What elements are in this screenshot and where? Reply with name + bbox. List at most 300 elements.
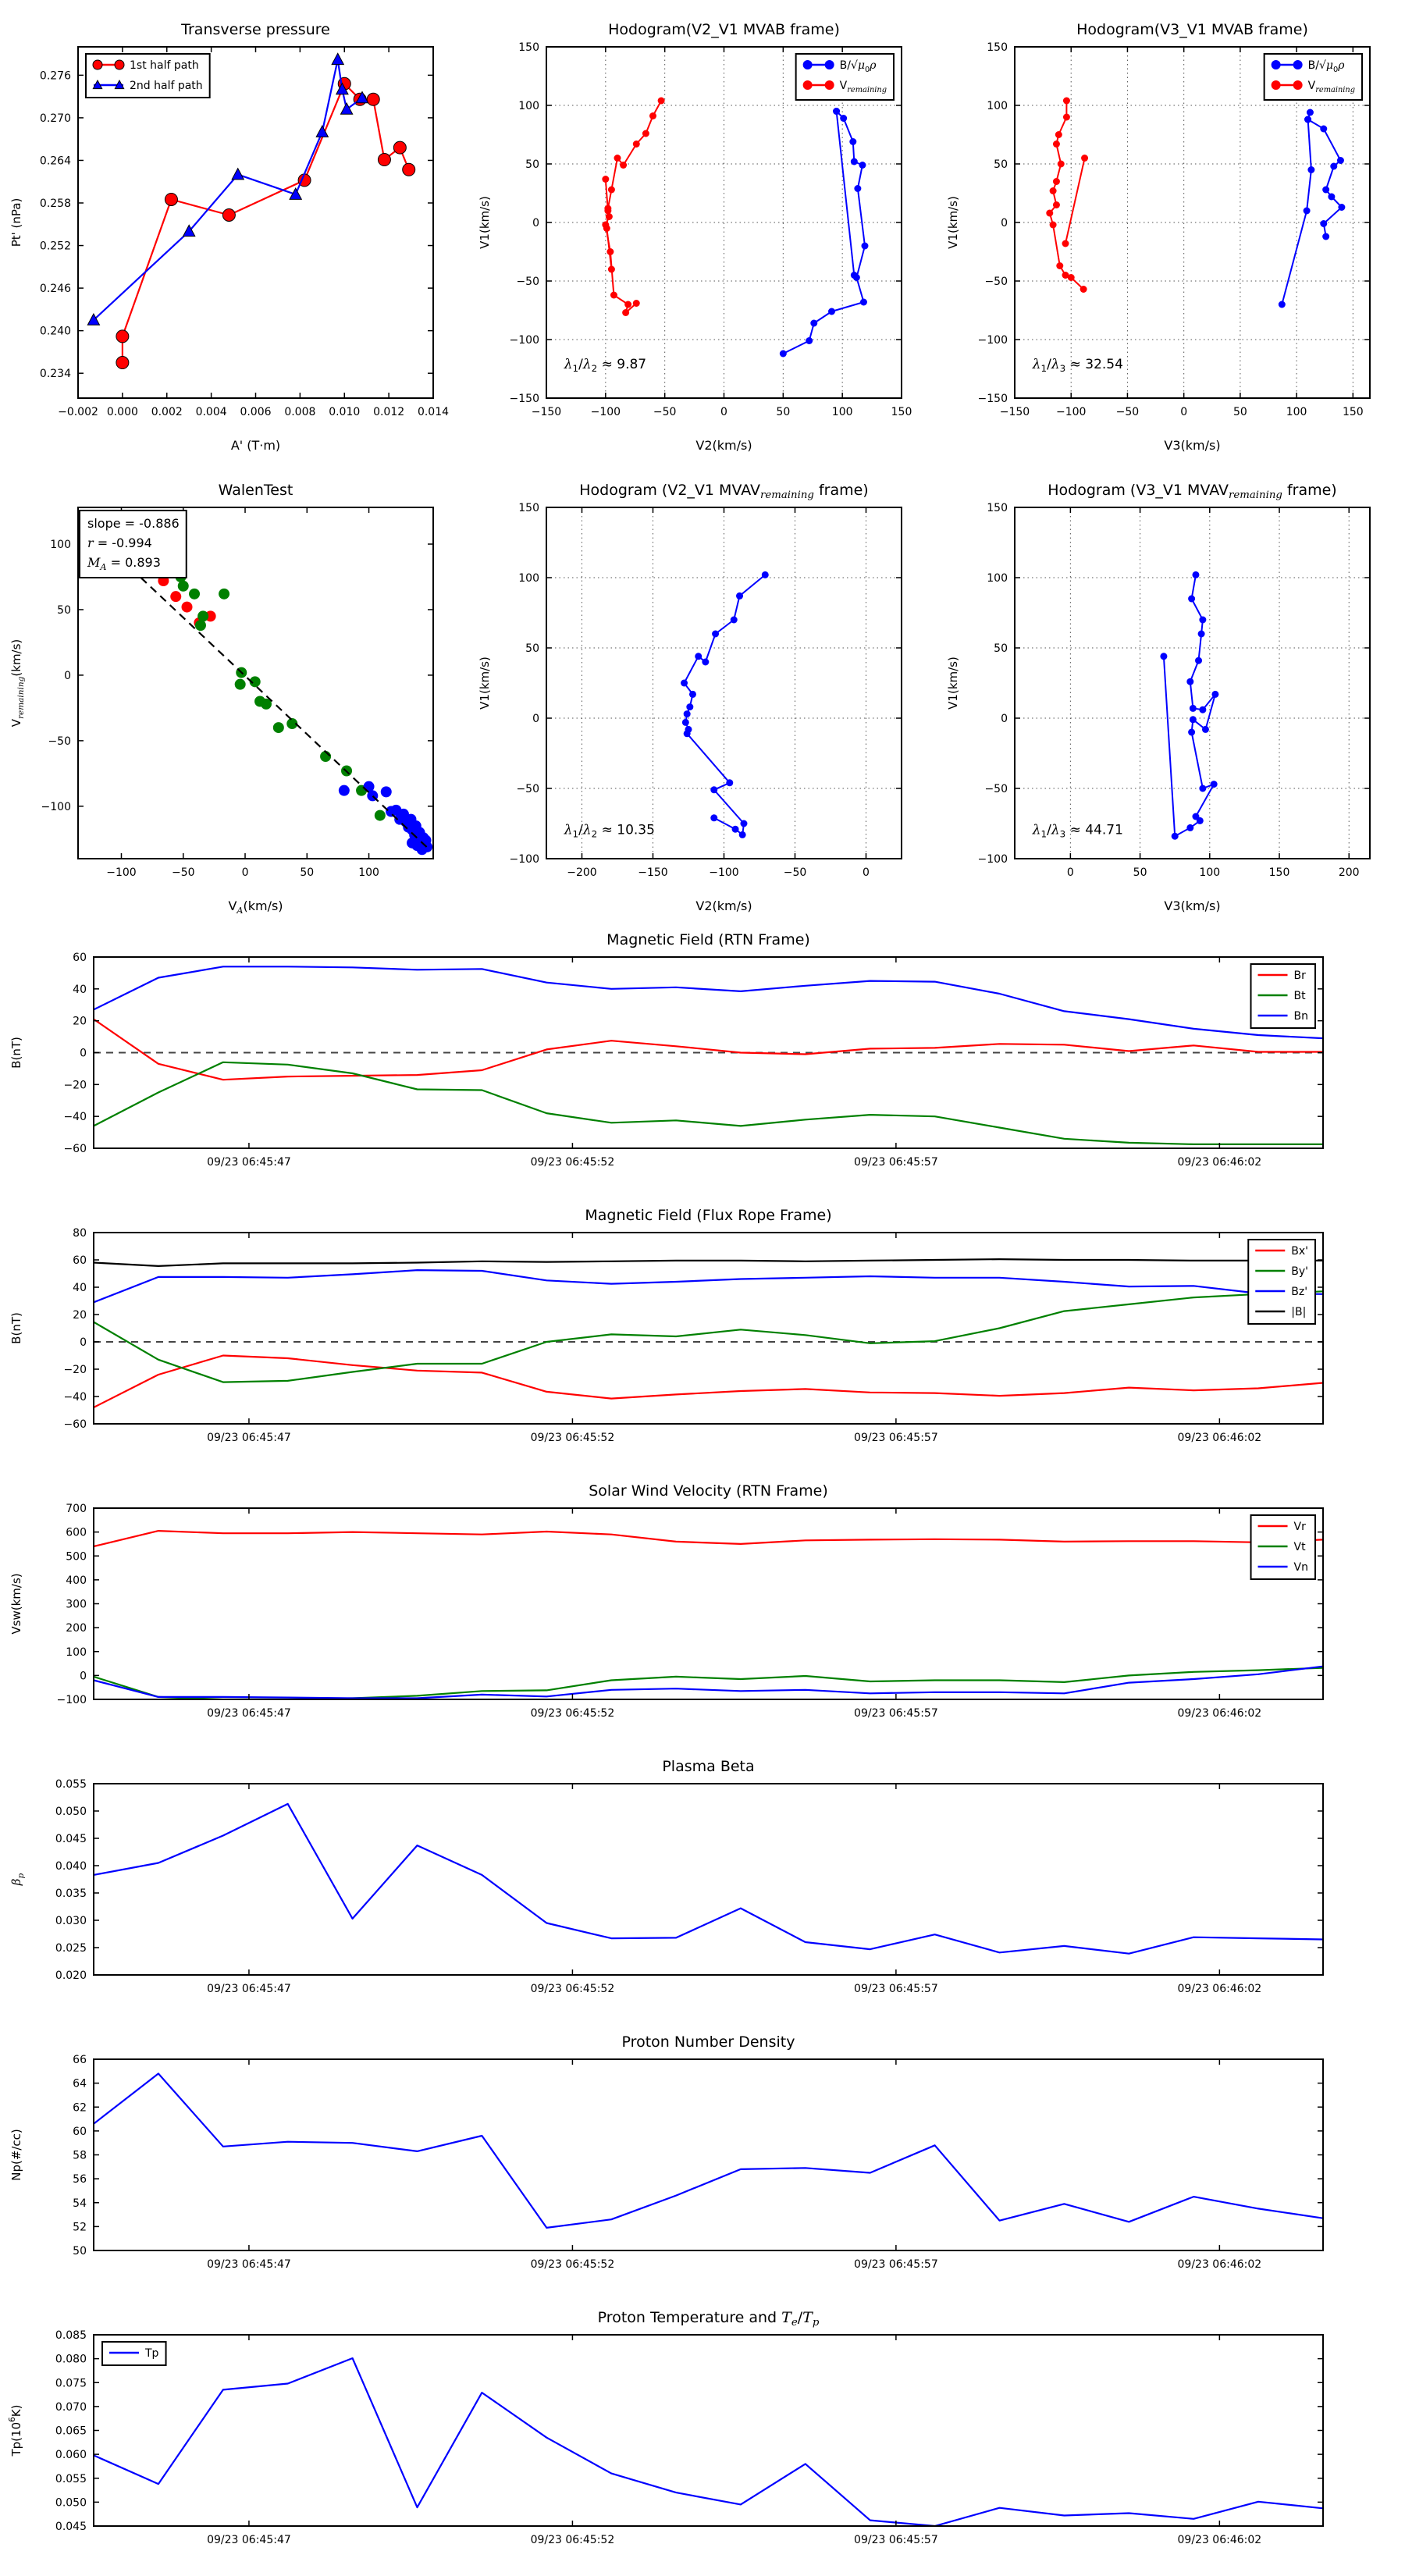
point-marker (1055, 131, 1062, 138)
x-tick-label: −150 (638, 866, 668, 879)
y-axis-label: $\beta_p$ (9, 1873, 26, 1886)
point-marker (1307, 109, 1314, 116)
x-tick-label: 09/23 06:45:57 (854, 2534, 938, 2546)
point-marker (1272, 60, 1281, 69)
y-tick-label: 62 (73, 2101, 87, 2115)
triangle-marker (332, 53, 343, 64)
x-tick-label: 0.002 (151, 406, 183, 418)
point-marker (1322, 187, 1329, 194)
legend (102, 2342, 166, 2365)
legend-entry-label: Vt (1293, 1541, 1306, 1553)
legend-entry-label: Bz' (1291, 1286, 1308, 1298)
chart-title: Solar Wind Velocity (RTN Frame) (589, 1482, 828, 1500)
x-tick-label: 0.014 (417, 406, 450, 418)
info-box (80, 511, 187, 578)
point-marker (610, 292, 617, 299)
x-tick-label: 09/23 06:45:47 (207, 2534, 291, 2546)
beta-p-line (94, 1804, 1323, 1954)
x-tick-label: 0 (720, 406, 727, 418)
point-marker (614, 155, 621, 162)
y-tick-label: 0.258 (39, 197, 71, 210)
point-marker (658, 98, 665, 105)
y-tick-label: −60 (63, 1418, 87, 1431)
lambda-ratio-annotation: $\lambda_1/\lambda_2 \approx 9.87$ (564, 356, 647, 374)
y-tick-label: 400 (66, 1574, 87, 1587)
y-tick-label: 0 (1001, 217, 1008, 229)
point-marker (1338, 204, 1345, 211)
legend-entry-label: Vn (1293, 1561, 1308, 1574)
point-marker (810, 320, 817, 327)
y-tick-label: 0.030 (55, 1915, 87, 1927)
y-tick-label: −100 (509, 334, 539, 347)
y-axis-label: V1(km/s) (478, 196, 492, 249)
y-tick-label: −100 (56, 1694, 87, 1706)
y-tick-label: 0.070 (55, 2400, 87, 2414)
point-marker (165, 193, 177, 205)
point-marker (1050, 187, 1057, 194)
triangle-marker (340, 103, 352, 114)
legend (1248, 1240, 1315, 1324)
point-marker (1330, 163, 1337, 170)
point-marker (851, 272, 858, 279)
point-marker (1199, 706, 1206, 713)
point-marker (825, 80, 834, 90)
hodogram-v2v1-mvab-series (602, 98, 868, 358)
chart-title: Hodogram (V2_V1 $MVAV_{remaining}$ frame) (579, 482, 869, 501)
y-axis-label: Np(#/cc) (9, 2129, 23, 2181)
Tp-line (94, 2358, 1323, 2526)
x-tick-label: 09/23 06:46:02 (1177, 1707, 1262, 1720)
point-marker (840, 115, 847, 122)
point-marker (178, 581, 189, 592)
point-marker (1304, 208, 1311, 215)
lambda-ratio-annotation: $\lambda_1/\lambda_3 \approx 44.71$ (1032, 822, 1123, 840)
legend-entry-label: Bn (1293, 1010, 1308, 1023)
y-tick-label: 52 (73, 2221, 87, 2234)
point-marker (849, 138, 856, 145)
x-tick-label: 50 (1232, 406, 1247, 418)
point-marker (273, 722, 284, 733)
legend-entry-label: $V_{remaining}$ (839, 80, 887, 94)
point-marker (339, 785, 350, 796)
point-marker (689, 691, 696, 698)
x-tick-label: 0 (1066, 866, 1074, 879)
chart-title: Proton Number Density (621, 2033, 795, 2051)
point-marker (1211, 691, 1218, 698)
x-tick-label: 09/23 06:45:47 (207, 1707, 291, 1720)
x-tick-label: 0 (1180, 406, 1188, 418)
x-tick-label: −50 (1115, 406, 1140, 418)
y-tick-label: −40 (63, 1111, 87, 1124)
point-marker (851, 158, 858, 165)
point-marker (1279, 301, 1286, 308)
point-marker (602, 176, 609, 183)
x-tick-label: 200 (1338, 866, 1360, 879)
x-tick-label: 0.008 (284, 406, 316, 418)
x-tick-label: 150 (1342, 406, 1364, 418)
chart-transverse-pressure (0, 0, 468, 461)
y-axis-label: V1(km/s) (946, 196, 960, 249)
Br-line (94, 1019, 1323, 1080)
y-tick-label: 600 (66, 1526, 87, 1539)
y-tick-label: 50 (525, 158, 539, 171)
point-marker (780, 350, 787, 358)
point-marker (622, 309, 629, 316)
y-tick-label: 0.270 (39, 112, 71, 125)
plasma-beta-series (94, 1804, 1323, 1954)
point-marker (633, 300, 640, 307)
point-marker (1188, 596, 1195, 603)
point-marker (381, 786, 392, 797)
walen-test-plot (0, 461, 468, 921)
y-tick-label: 0 (1001, 713, 1008, 725)
point-marker (1058, 161, 1065, 168)
point-marker (806, 337, 813, 344)
y-tick-label: 0.020 (55, 1969, 87, 1982)
legend (86, 54, 210, 98)
x-axis-label: $V_A(km/s)$ (228, 898, 283, 916)
point-marker (1186, 678, 1193, 685)
axes-frame (94, 2335, 1323, 2526)
chart-title: Proton Temperature and $T_e/T_p$ (597, 2309, 820, 2329)
x-tick-label: 09/23 06:45:52 (530, 1983, 615, 1995)
y-axis-label: V1(km/s) (946, 656, 960, 710)
y-tick-label: 0.276 (39, 69, 71, 83)
y-tick-label: 64 (73, 2077, 87, 2090)
point-marker (1056, 262, 1063, 269)
info-box-line: slope = -0.886 (87, 516, 180, 531)
chart-proton-temperature (0, 2299, 1405, 2574)
point-marker (649, 112, 656, 119)
y-tick-label: 0.252 (39, 240, 71, 253)
point-marker (197, 610, 208, 621)
y-tick-label: 0.040 (55, 1860, 87, 1873)
proton-temperature-series (94, 2358, 1323, 2526)
x-tick-label: −50 (171, 866, 195, 879)
y-tick-label: 0.246 (39, 283, 71, 296)
axes-frame (94, 2059, 1323, 2250)
x-tick-label: 100 (358, 866, 379, 879)
x-tick-label: 09/23 06:45:57 (854, 1707, 938, 1720)
point-marker (1053, 201, 1060, 208)
point-marker (116, 357, 129, 369)
point-marker (1160, 653, 1167, 660)
x-axis-label: A' (T·m) (230, 438, 281, 453)
x-tick-label: 09/23 06:45:52 (530, 1432, 615, 1444)
y-tick-label: 0.080 (55, 2353, 87, 2366)
chart-title: Hodogram(V2_V1 MVAB frame) (608, 21, 840, 38)
x-tick-label: 09/23 06:45:57 (854, 1983, 938, 1995)
x-tick-label: −0.002 (58, 406, 98, 418)
B/√*μ*_{0}*ρ*-line (837, 112, 855, 276)
point-marker (403, 163, 415, 176)
point-marker (860, 299, 867, 306)
lambda-ratio-annotation: $\lambda_1/\lambda_2 \approx 10.35$ (564, 822, 655, 840)
point-marker (1199, 785, 1206, 792)
x-tick-label: 09/23 06:45:47 (207, 2258, 291, 2271)
y-tick-label: 20 (73, 1309, 87, 1322)
point-marker (1080, 286, 1087, 293)
x-tick-label: 09/23 06:45:57 (854, 1156, 938, 1169)
point-marker (393, 141, 406, 154)
point-marker (633, 141, 640, 148)
x-tick-label: −150 (999, 406, 1030, 418)
point-marker (170, 591, 181, 602)
y-tick-label: −100 (509, 853, 539, 866)
point-marker (1322, 233, 1329, 240)
legend-entry-label: By' (1291, 1265, 1308, 1278)
chart-proton-number-density (0, 2023, 1405, 2299)
point-marker (681, 680, 688, 687)
y-tick-label: 50 (57, 603, 71, 617)
point-marker (189, 589, 200, 600)
point-marker (1063, 114, 1070, 121)
point-marker (93, 60, 102, 69)
B/√*μ*_{0}*ρ*-line (783, 112, 865, 354)
x-tick-label: 09/23 06:46:02 (1177, 2258, 1262, 2271)
y-tick-label: 0 (64, 669, 71, 682)
point-marker (702, 659, 709, 666)
x-tick-label: 09/23 06:45:52 (530, 1707, 615, 1720)
point-marker (803, 80, 813, 90)
y-tick-label: 80 (73, 1227, 87, 1240)
Vt-line (94, 1668, 1323, 1699)
y-tick-label: 0.065 (55, 2425, 87, 2438)
x-axis-label: V3(km/s) (1164, 438, 1221, 453)
chart-title: Hodogram(V3_V1 MVAB frame) (1076, 21, 1308, 38)
x-tick-label: 150 (891, 406, 912, 418)
x-axis-label: V2(km/s) (695, 898, 752, 913)
point-marker (828, 308, 835, 315)
point-marker (684, 730, 691, 737)
x-tick-label: −100 (590, 406, 621, 418)
legend (796, 54, 894, 100)
x-axis-label: V3(km/s) (1164, 898, 1221, 913)
y-tick-label: 100 (987, 572, 1008, 585)
x-tick-label: 09/23 06:46:02 (1177, 1156, 1262, 1169)
chart-title: Hodogram (V3_V1 $MVAV_{remaining}$ frame) (1048, 482, 1337, 501)
y-axis-label: B(nT) (9, 1312, 23, 1344)
Bn-line (94, 966, 1323, 1038)
point-marker (1068, 274, 1075, 281)
point-marker (1046, 210, 1053, 217)
y-tick-label: −150 (977, 393, 1008, 405)
point-marker (1307, 166, 1314, 173)
y-tick-label: 0 (80, 1047, 87, 1060)
legend-entry-label: $B/√\mu_0\rho$ (1307, 59, 1345, 74)
point-marker (219, 589, 229, 600)
point-marker (736, 592, 743, 600)
point-marker (710, 814, 717, 821)
y-tick-label: 60 (73, 952, 87, 964)
point-marker (1293, 60, 1303, 69)
hodogram-v2v1-mvab-plot (468, 0, 937, 461)
Bz'-line (94, 1270, 1323, 1302)
axes-frame (78, 47, 433, 398)
chart-hodogram-v2v1-mvab (468, 0, 937, 461)
point-marker (1063, 98, 1070, 105)
y-tick-label: −50 (984, 783, 1008, 795)
y-tick-label: 100 (518, 572, 539, 585)
y-axis-label: $V_{remaining}(km/s)$ (9, 639, 26, 728)
y-tick-label: 50 (994, 642, 1008, 655)
x-tick-label: 09/23 06:45:52 (530, 1156, 615, 1169)
point-marker (1198, 631, 1205, 638)
axes-frame (94, 1508, 1323, 1699)
y-tick-label: −50 (516, 783, 539, 795)
x-tick-label: 100 (831, 406, 853, 418)
point-marker (712, 631, 719, 638)
y-tick-label: 0.055 (55, 2472, 87, 2485)
chart-magnetic-field-flux-rope (0, 1197, 1405, 1472)
point-marker (1050, 222, 1057, 229)
y-tick-label: −50 (516, 276, 539, 288)
x-tick-label: −100 (1055, 406, 1087, 418)
y-tick-label: 150 (987, 502, 1008, 514)
x-tick-label: 09/23 06:45:47 (207, 1432, 291, 1444)
y-tick-label: 0.075 (55, 2377, 87, 2390)
y-tick-label: 40 (73, 983, 87, 996)
chart-hodogram-v3v1-mvab (937, 0, 1405, 461)
x-tick-label: 0.010 (329, 406, 361, 418)
V_{remaining}-line (1065, 158, 1085, 244)
point-marker (740, 820, 747, 827)
point-marker (1192, 571, 1199, 578)
b-rtn-plot (0, 921, 1405, 1197)
legend-entry-label: $B/√\mu_0\rho$ (839, 59, 877, 74)
transverse-pressure-plot (0, 0, 468, 461)
y-tick-label: 0.234 (39, 368, 71, 381)
legend-entry-label: Br (1293, 970, 1306, 982)
point-marker (407, 838, 418, 849)
v-remaining-trace-line (685, 575, 766, 834)
row-top (0, 0, 1405, 461)
point-marker (375, 810, 386, 821)
x-tick-label: −150 (531, 406, 562, 418)
point-marker (182, 602, 193, 613)
vsw-rtn-series (94, 1531, 1323, 1699)
y-tick-label: 58 (73, 2149, 87, 2162)
y-tick-label: 56 (73, 2173, 87, 2186)
x-axis-label: V2(km/s) (695, 438, 752, 453)
y-tick-label: 700 (66, 1503, 87, 1515)
x-tick-label: −200 (567, 866, 597, 879)
y-tick-label: 100 (50, 539, 71, 552)
point-marker (624, 301, 631, 308)
y-tick-label: −50 (984, 276, 1008, 288)
vsw-rtn-plot (0, 1472, 1405, 1748)
y-tick-label: 54 (73, 2197, 87, 2210)
point-marker (235, 679, 246, 690)
x-tick-label: 09/23 06:46:02 (1177, 2534, 1262, 2546)
point-marker (1081, 155, 1088, 162)
y-tick-label: 0.050 (55, 1806, 87, 1818)
legend-entry-label: $V_{remaining}$ (1307, 80, 1355, 94)
y-axis-label: V1(km/s) (478, 656, 492, 710)
point-marker (710, 786, 717, 793)
point-marker (1186, 824, 1193, 831)
y-tick-label: 0.060 (55, 2449, 87, 2462)
row-second (0, 461, 1405, 921)
legend (1251, 964, 1315, 1028)
y-tick-label: 0 (80, 1670, 87, 1683)
point-marker (1188, 729, 1195, 736)
info-box-line: $M_A = 0.893$ (87, 555, 161, 572)
x-tick-label: 100 (1286, 406, 1307, 418)
chart-title: WalenTest (218, 482, 293, 499)
point-marker (1195, 657, 1202, 664)
x-tick-label: −100 (106, 866, 137, 879)
x-tick-label: 50 (776, 406, 791, 418)
y-tick-label: 20 (73, 1015, 87, 1028)
point-marker (608, 266, 615, 273)
y-tick-label: −40 (63, 1391, 87, 1404)
proton-density-plot (0, 2023, 1405, 2299)
y-tick-label: −100 (977, 853, 1008, 866)
point-marker (1202, 726, 1209, 733)
y-tick-label: 100 (518, 100, 539, 112)
y-tick-label: −150 (509, 393, 539, 405)
point-marker (739, 831, 746, 838)
y-tick-label: −20 (63, 1364, 87, 1376)
point-marker (1053, 141, 1060, 148)
x-tick-label: 09/23 06:45:57 (854, 2258, 938, 2271)
y-tick-label: 100 (987, 100, 1008, 112)
point-marker (222, 208, 235, 221)
x-tick-label: 09/23 06:45:57 (854, 1432, 938, 1444)
x-tick-label: 09/23 06:45:52 (530, 2534, 615, 2546)
point-marker (1337, 157, 1344, 164)
legend-entry-label: |B| (1291, 1306, 1307, 1318)
proton-density-series (94, 2073, 1323, 2228)
point-marker (1293, 80, 1303, 90)
point-marker (833, 108, 840, 115)
chart-title: Magnetic Field (RTN Frame) (606, 931, 810, 948)
point-marker (859, 162, 866, 169)
point-marker (115, 60, 124, 69)
2nd half path-line (94, 59, 362, 320)
b-flux-rope-plot (0, 1197, 1405, 1472)
point-marker (620, 162, 627, 169)
np-line (94, 2073, 1323, 2228)
x-tick-label: 0 (863, 866, 870, 879)
y-tick-label: 66 (73, 2054, 87, 2066)
x-tick-label: 09/23 06:45:52 (530, 2258, 615, 2271)
y-tick-label: 150 (518, 41, 539, 54)
legend-entry-label: Bt (1293, 990, 1306, 1002)
x-tick-label: 0.012 (373, 406, 405, 418)
point-marker (1199, 617, 1206, 624)
point-marker (682, 719, 689, 726)
hodogram-v3v1-mvab-series (1046, 98, 1345, 308)
Vn-line (94, 1667, 1323, 1699)
point-marker (1328, 194, 1335, 201)
point-marker (642, 130, 649, 137)
point-marker (861, 243, 868, 250)
y-tick-label: 60 (73, 1254, 87, 1267)
y-tick-label: 50 (994, 158, 1008, 171)
y-tick-label: 300 (66, 1598, 87, 1611)
y-tick-label: −100 (977, 334, 1008, 347)
b-rtn-series (94, 966, 1323, 1144)
y-tick-label: 0.055 (55, 1778, 87, 1791)
point-marker (1320, 220, 1327, 227)
point-marker (603, 225, 610, 232)
v-remaining-trace-line (1164, 575, 1215, 836)
V_{remaining}-line (1050, 101, 1083, 290)
y-tick-label: 200 (66, 1622, 87, 1635)
y-tick-label: 0.085 (55, 2329, 87, 2342)
